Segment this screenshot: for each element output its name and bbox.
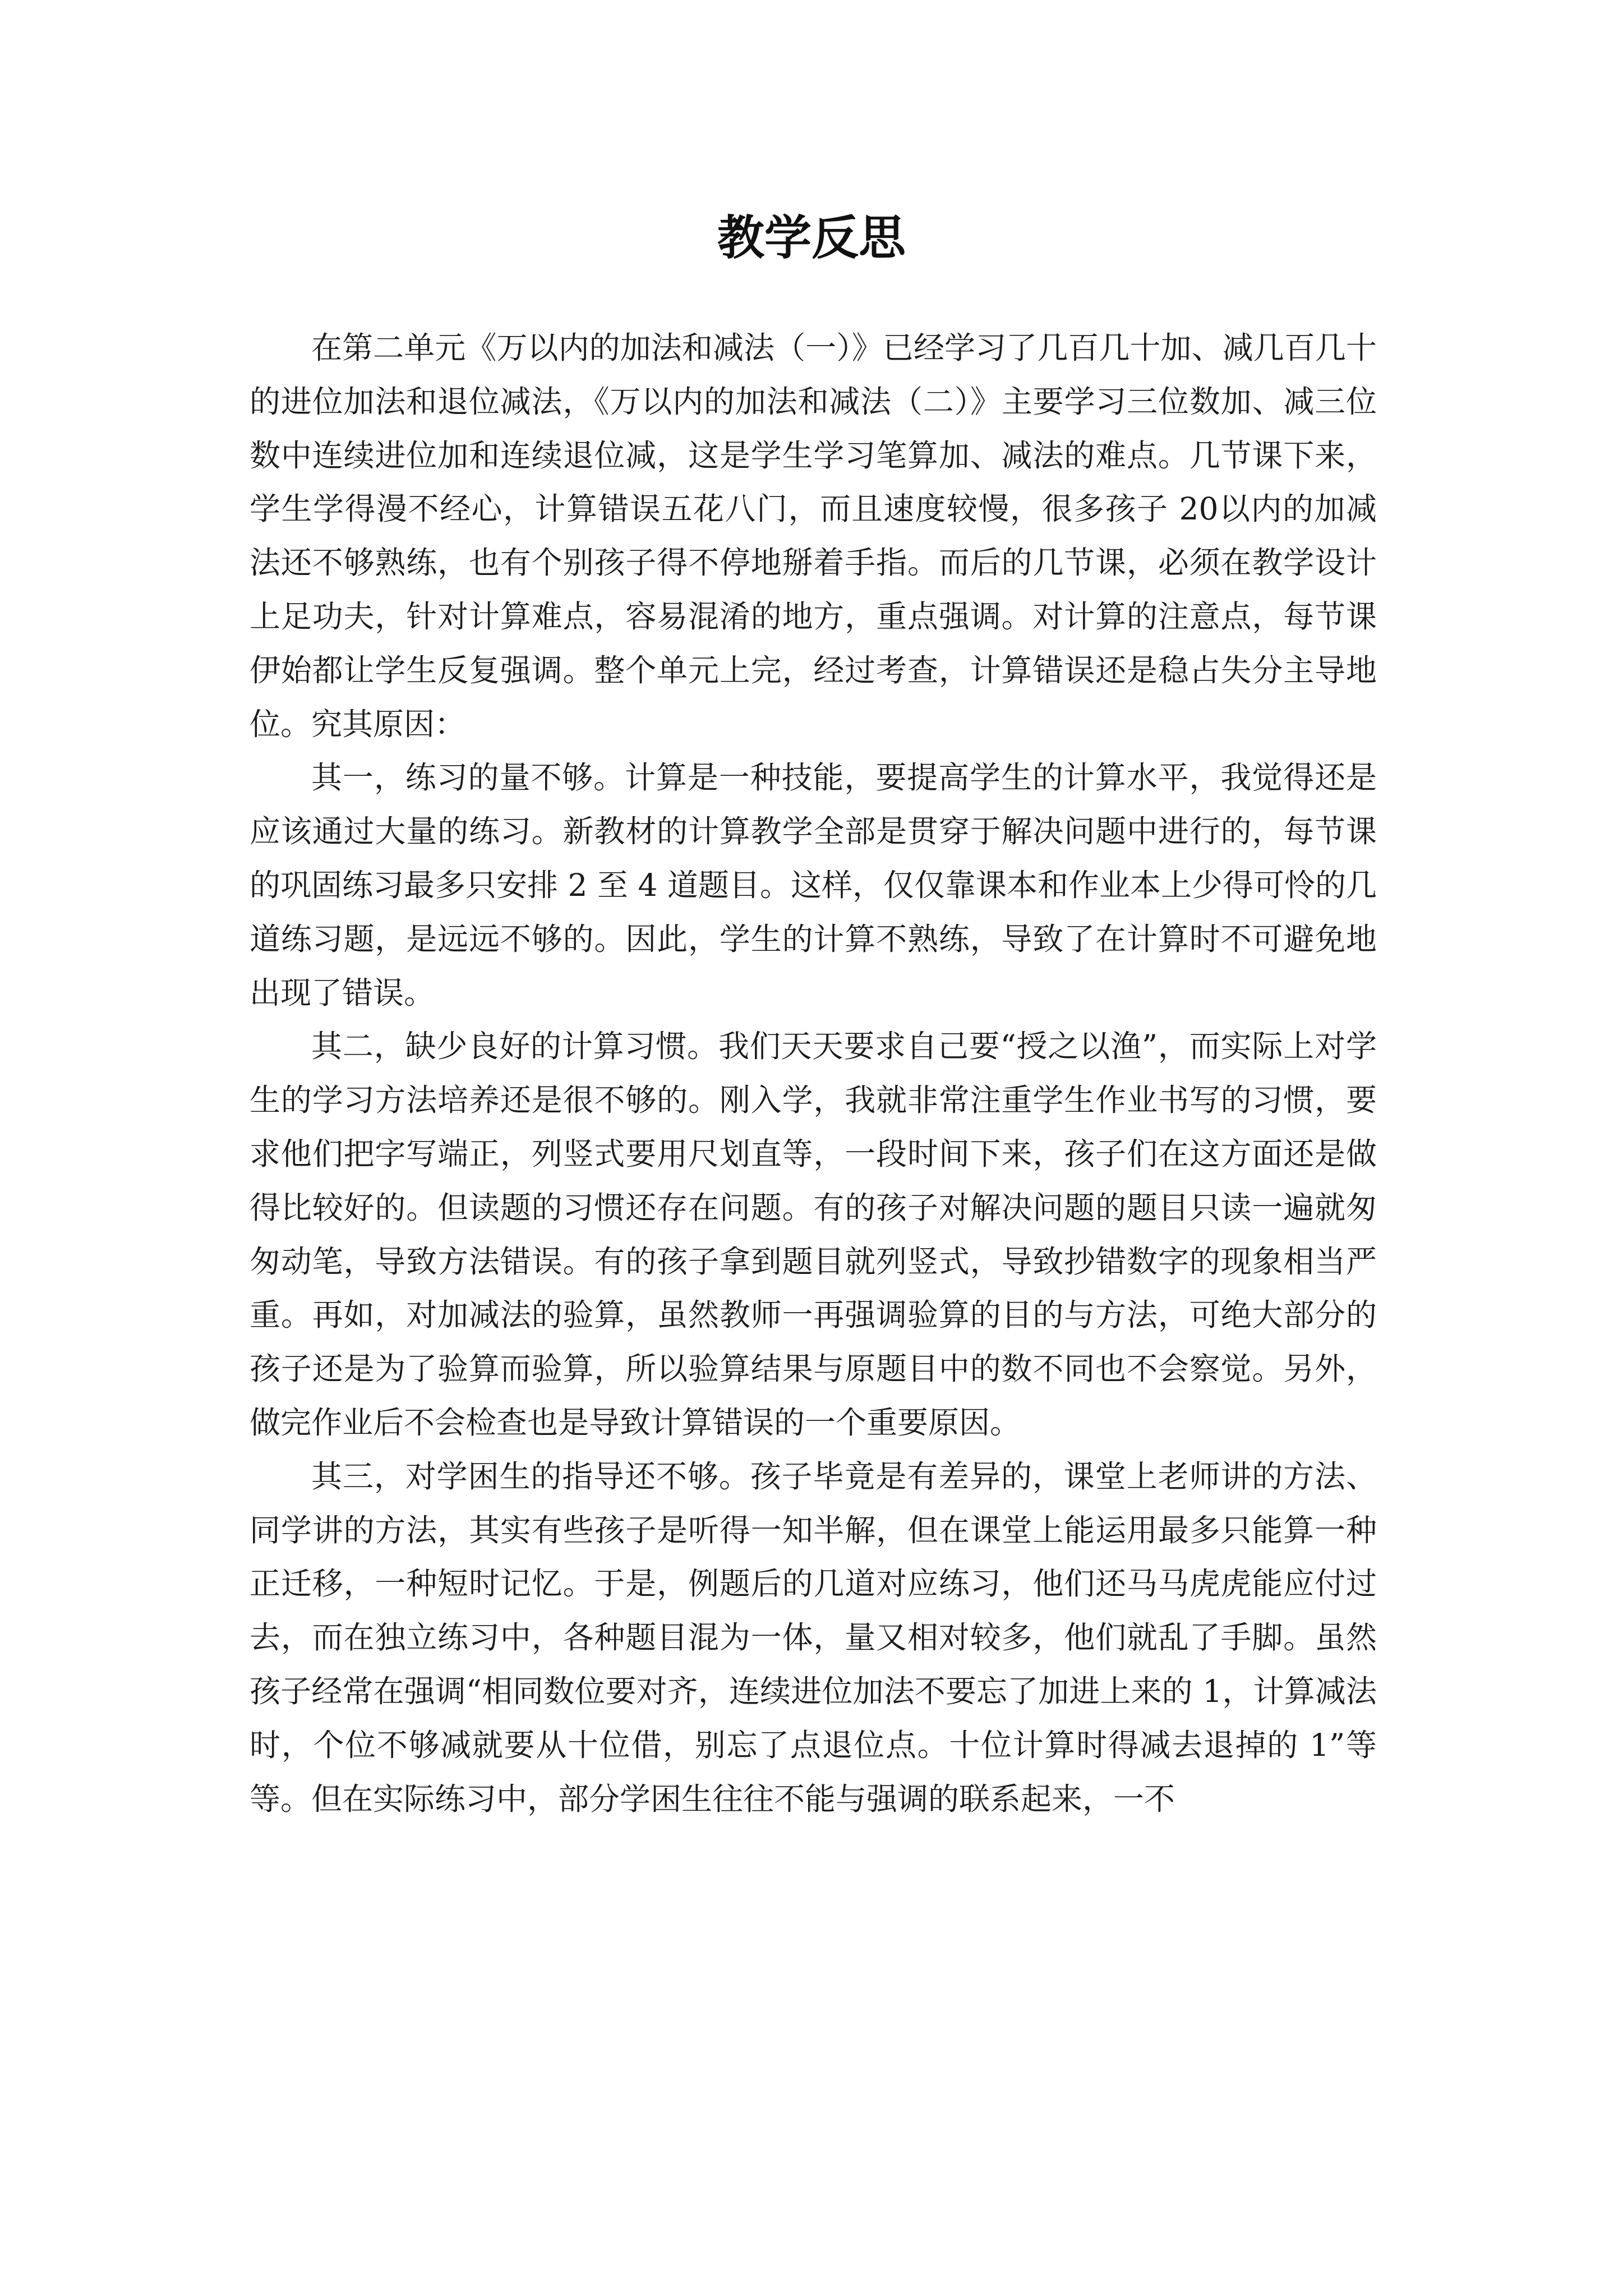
paragraph-reason-1: 其一，练习的量不够。计算是一种技能，要提高学生的计算水平，我觉得还是应该通过大量的练习。新教材的计算教学全部是贯穿于解决问题中进行的，每节课的巩固练习最多只安排 2 至 4 道题目。这样，仅仅靠课本和作业本上少得可怜的几道练习题，是远远不够的。因此，学生的计算不熟练，导致了在计算时不可避免地出现了错误。 [250, 760, 1377, 1011]
document-title: 教学反思 [717, 210, 906, 265]
paragraph-intro: 在第二单元《万以内的加法和减法（一）》已经学习了几百几十加、减几百几十的进位加法和退位减法，《万以内的加法和减法（二）》主要学习三位数加、减三位数中连续进位加和连续退位减，这是学生学习笔算加、减法的难点。几节课下来，学生学得漫不经心，计算错误五花八门，而且速度较慢，很多孩子 20以内的加减法还不够熟练，也有个别孩子得不停地掰着手指。而后的几节课，必须在教学设计上足功夫，针对计算难点，容易混淆的地方，重点强调。对计算的注意点，每节课伊始都让学生反复强调。整个单元上完，经过考查，计算错误还是稳占失分主导地位。究其原因： [250, 330, 1377, 742]
document-body [250, 321, 1377, 1826]
paragraph-reason-2: 其二，缺少良好的计算习惯。我们天天要求自己要“授之以渔”，而实际上对学生的学习方法培养还是很不够的。刚入学，我就非常注重学生作业书写的习惯，要求他们把字写端正，列竖式要用尺划直等，一段时间下来，孩子们在这方面还是做得比较好的。但读题的习惯还存在问题。有的孩子对解决问题的题目只读一遍就匆匆动笔，导致方法错误。有的孩子拿到题目就列竖式，导致抄错数字的现象相当严重。再如，对加减法的验算，虽然教师一再强调验算的目的与方法，可绝大部分的孩子还是为了验算而验算，所以验算结果与原题目中的数不同也不会察觉。另外，做完作业后不会检查也是导致计算错误的一个重要原因。 [250, 1028, 1377, 1441]
paragraph-reason-3: 其三，对学困生的指导还不够。孩子毕竟是有差异的，课堂上老师讲的方法、同学讲的方法，其实有些孩子是听得一知半解，但在课堂上能运用最多只能算一种正迁移，一种短时记忆。于是，例题后的几道对应练习，他们还马马虎虎能应付过去，而在独立练习中，各种题目混为一体，量又相对较多，他们就乱了手脚。虽然孩子经常在强调“相同数位要对齐，连续进位加法不要忘了加进上来的 1，计算减法时，个位不够减就要从十位借，别忘了点退位点。十位计算时得减去退掉的 1”等等。但在实际练习中，部分学困生往往不能与强调的联系起来，一不 [250, 1458, 1377, 1817]
